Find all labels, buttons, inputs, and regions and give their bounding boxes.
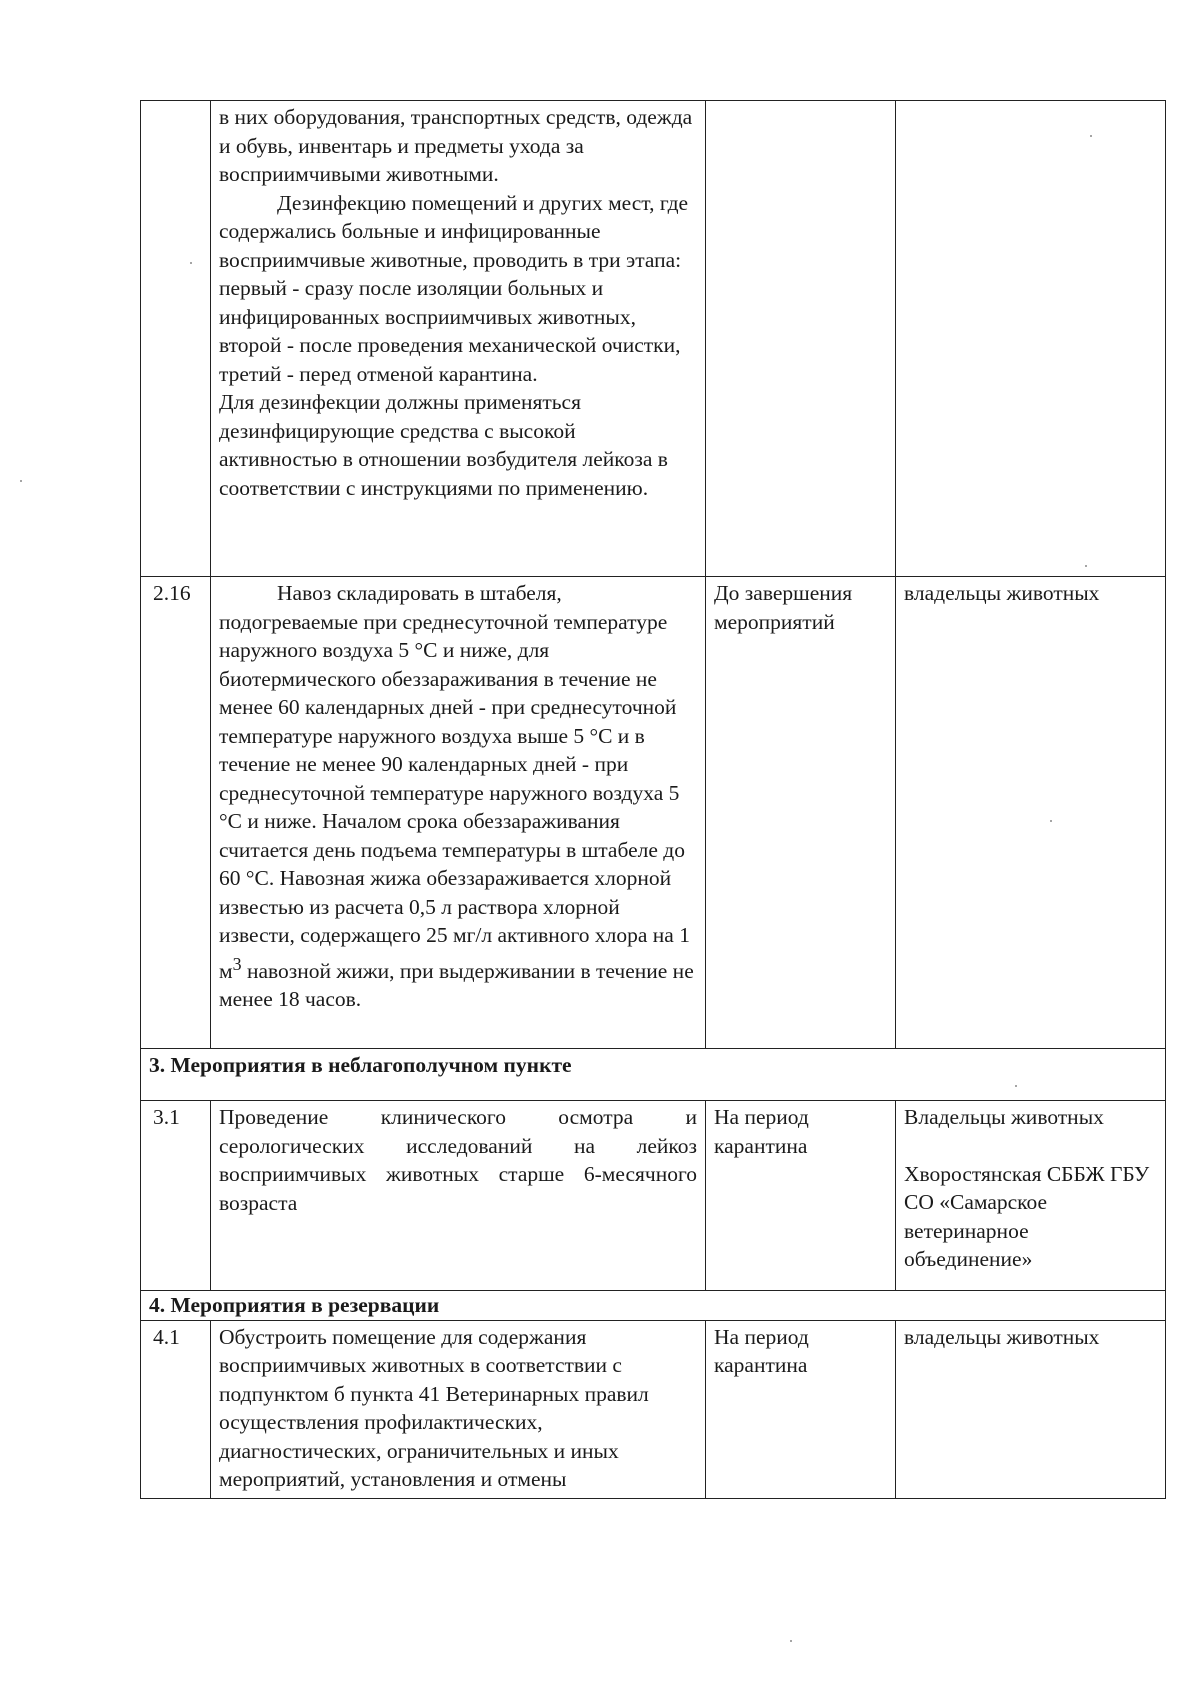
cubic-superscript: 3 <box>232 953 242 974</box>
measure-text-cell <box>211 101 706 577</box>
measure-text-cell: Обустроить помещение для содержания восприимчивых животных в соответствии с подпунктом б пункта 41 Ветеринарных правил осуществления профилактических, диагностических, ограничительных и иных мероприятий, установления и отмены <box>211 1320 706 1498</box>
responsible-cell: владельцы животных <box>896 1320 1166 1498</box>
scan-speck <box>190 262 192 264</box>
deadline-cell: На период карантина <box>706 1320 896 1498</box>
row-number-cell <box>141 101 211 577</box>
table-row-3-1 <box>141 1101 1166 1291</box>
measure-text-cell <box>211 577 706 1049</box>
measure-paragraph: Дезинфекцию помещений и других мест, где содержались больные и инфицированные восприимчивые животные, проводить в три этапа: первый - сразу после изоляции больных и инфицированных восприимчивых животных, второй - после проведения механической очистки, третий - перед отменой карантина. <box>219 190 689 386</box>
measure-paragraph: Для дезинфекции должны применяться дезинфицирующие средства с высокой активностью в отношении возбудителя лейкоза в соответствии с инструкциями по применению. <box>219 390 668 500</box>
responsible-cell: владельцы животных <box>896 577 1166 1049</box>
responsible-cell <box>896 1101 1166 1291</box>
responsible-cell <box>896 101 1166 577</box>
deadline-cell: До завершения мероприятий <box>706 577 896 1049</box>
row-number: 4.1 <box>141 1320 211 1498</box>
section-heading: 3. Мероприятия в неблагополучном пункте <box>141 1049 1166 1101</box>
scan-speck <box>1085 565 1087 567</box>
table-row-continued <box>141 101 1166 577</box>
deadline-cell <box>706 101 896 577</box>
measure-text: Навоз складировать в штабеля, подогреваемые при среднесуточной температуре наружного воздуха 5 °С и ниже, для биотермического обеззараживания в течение не менее 60 календарных дней - при среднесуточной температуре наружного воздуха выше 5 °С и в течение не менее 90 календарных дней - при среднесуточной температуре наружного воздуха 5 °С и ниже. Началом срока обеззараживания считается день подъема температуры в штабеле до 60 °С. Навозная жижа обеззараживается хлорной известью из расчета 0,5 л раствора хлорной извести, содержащего 25 мг/л активного хлора на 1 м <box>219 581 690 983</box>
row-number: 2.16 <box>141 577 211 1049</box>
scan-speck <box>1015 1085 1017 1087</box>
deadline-cell: На период карантина <box>706 1101 896 1291</box>
section-3-row <box>141 1049 1166 1101</box>
row-number: 3.1 <box>141 1101 211 1291</box>
measure-text-end: навозной жижи, при выдерживании в течение не менее 18 часов. <box>219 958 694 1012</box>
measure-paragraph: в них оборудования, транспортных средств, одежда и обувь, инвентарь и предметы ухода за восприимчивыми животными. <box>219 105 693 186</box>
measure-text-cell: Проведение клинического осмотра и серологических исследований на лейкоз восприимчивых животных старше 6-месячного возраста <box>211 1101 706 1291</box>
section-heading: 4. Мероприятия в резервации <box>141 1291 1166 1321</box>
section-4-row <box>141 1291 1166 1321</box>
scan-speck <box>20 480 22 482</box>
responsible-owners: Владельцы животных <box>904 1105 1104 1129</box>
measure-paragraph <box>219 579 697 1014</box>
scan-speck <box>790 1640 792 1642</box>
scan-speck <box>1050 820 1052 822</box>
table-row-4-1 <box>141 1320 1166 1498</box>
responsible-vet-service: Хворостянская СББЖ ГБУ СО «Самарское ветеринарное объединение» <box>904 1161 1150 1271</box>
scan-speck <box>1090 135 1092 137</box>
table-row-2-16 <box>141 577 1166 1049</box>
measures-table <box>140 100 1166 1499</box>
